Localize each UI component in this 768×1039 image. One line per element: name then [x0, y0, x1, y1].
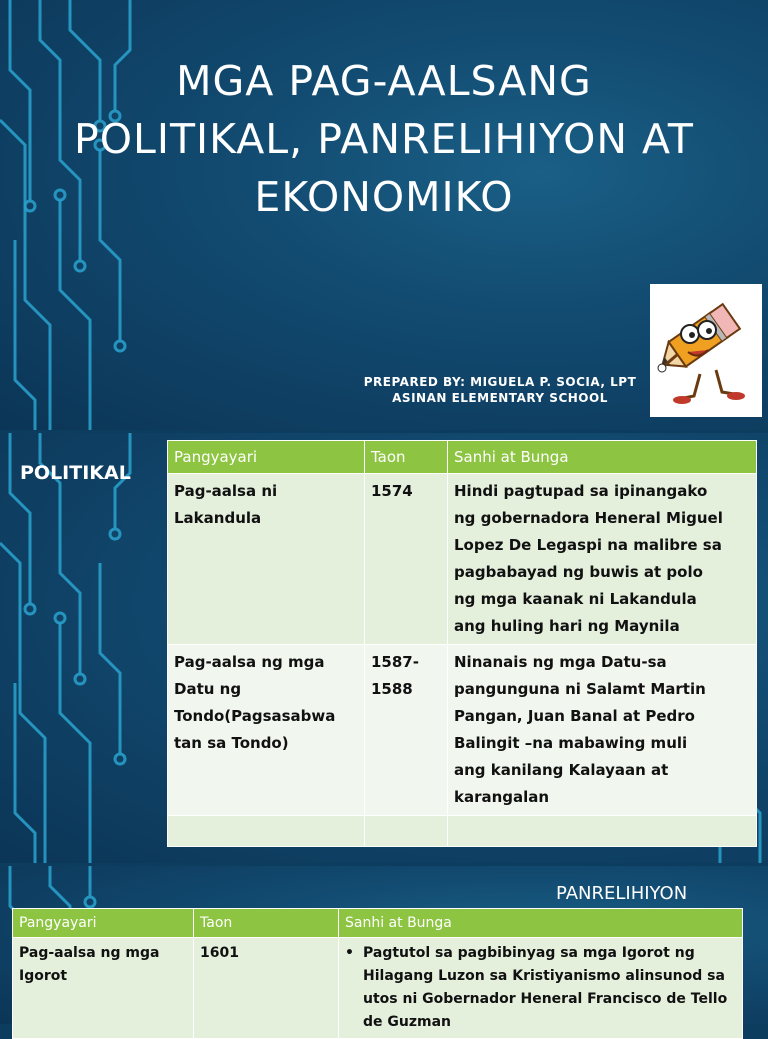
cell-line: ang huling hari ng Maynila	[454, 617, 680, 635]
empty-cell	[168, 816, 365, 847]
cell-line: karangalan	[454, 788, 550, 806]
header-sanhi: Sanhi at Bunga	[339, 909, 743, 938]
header-taon: Taon	[194, 909, 339, 938]
cell-line: 1588	[371, 680, 413, 698]
table-header-row	[13, 909, 743, 938]
slide-title	[0, 52, 768, 226]
event-cell	[13, 938, 194, 1039]
cell-line: ng gobernadora Heneral Miguel	[454, 509, 723, 527]
header-pangyayari: Pangyayari	[13, 909, 194, 938]
title-line: POLITIKAL, PANRELIHIYON AT	[74, 115, 694, 163]
section-label-panrelihiyon: PANRELIHIYON	[556, 883, 688, 904]
year-cell	[365, 474, 448, 645]
cell-line: Pangan, Juan Banal at Pedro	[454, 707, 695, 725]
title-line: EKONOMIKO	[254, 173, 514, 221]
cell-line: Pag-aalsa ng mga	[19, 945, 160, 961]
cell-line: Pagtutol sa pagbibinyag sa mga Igorot ng	[363, 945, 695, 961]
bullet-item	[345, 942, 736, 965]
cause-cell	[339, 938, 743, 1039]
table-row-empty	[168, 816, 757, 847]
empty-cell	[448, 816, 757, 847]
event-cell	[168, 645, 365, 816]
prepared-by: PREPARED BY: MIGUELA P. SOCIA, LPT	[363, 375, 637, 389]
header-pangyayari: Pangyayari	[168, 441, 365, 474]
year-cell	[365, 645, 448, 816]
table-header-row	[168, 441, 757, 474]
cell-line: pagbabayad ng buwis at polo	[454, 563, 703, 581]
empty-cell	[365, 816, 448, 847]
cell-line: Hilagang Luzon sa Kristiyanismo alinsunod sa	[363, 968, 725, 984]
school-name: ASINAN ELEMENTARY SCHOOL	[392, 391, 608, 405]
header-sanhi: Sanhi at Bunga	[448, 441, 757, 474]
cell-line: tan sa Tondo)	[174, 734, 289, 752]
year-cell: 1601	[194, 938, 339, 1039]
cell-line: 1574	[371, 482, 413, 500]
section-label-politikal: POLITIKAL	[20, 462, 131, 484]
cell-line: Tondo(Pagsasabwa	[174, 707, 336, 725]
bullet-icon: •	[345, 945, 354, 961]
cell-line: Hindi pagtupad sa ipinangako	[454, 482, 708, 500]
cell-line: ang kanilang Kalayaan at	[454, 761, 669, 779]
cell-line: Ninanais ng mga Datu-sa	[454, 653, 667, 671]
table-row	[168, 474, 757, 645]
panrelihiyon-table	[12, 908, 743, 1039]
cell-line: 1587-	[371, 653, 419, 671]
cell-line: de Guzman	[363, 1014, 451, 1030]
politikal-table	[167, 440, 757, 847]
table-row	[13, 938, 743, 1039]
cell-line: Balingit –na mabawing muli	[454, 734, 688, 752]
cartoon-pencil-icon	[650, 284, 762, 417]
header-taon: Taon	[365, 441, 448, 474]
cell-line: Lopez De Legaspi na malibre sa	[454, 536, 722, 554]
cell-line: ng mga kaanak ni Lakandula	[454, 590, 697, 608]
event-cell	[168, 474, 365, 645]
cell-line: pangunguna ni Salamt Martin	[454, 680, 706, 698]
cell-line: utos ni Gobernador Heneral Francisco de Tello	[363, 991, 728, 1007]
cell-line: Igorot	[19, 968, 68, 984]
cell-line: Pag-aalsa ng mga	[174, 653, 325, 671]
cause-cell	[448, 645, 757, 816]
cause-cell	[448, 474, 757, 645]
title-line: MGA PAG-AALSANG	[176, 57, 592, 105]
table-row	[168, 645, 757, 816]
cell-line: Lakandula	[174, 509, 262, 527]
cell-line: Datu ng	[174, 680, 242, 698]
cell-line: Pag-aalsa ni	[174, 482, 278, 500]
byline	[360, 374, 640, 406]
